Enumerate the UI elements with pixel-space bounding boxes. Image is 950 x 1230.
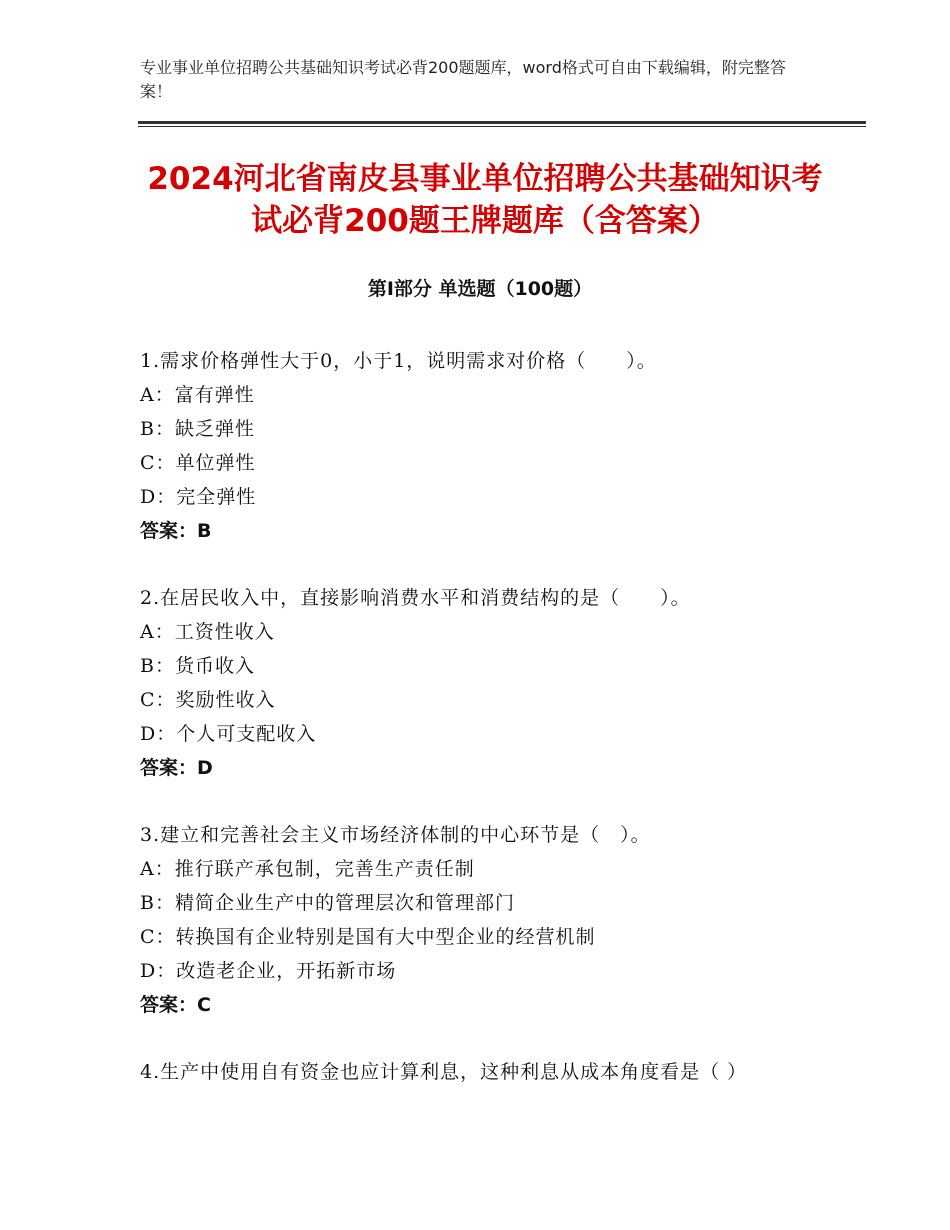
option-a: A：工资性收入 xyxy=(140,621,275,643)
section-title: 第Ⅰ部分 单选题（100题） xyxy=(367,278,593,300)
option-d: D：完全弹性 xyxy=(140,486,257,508)
option-c: C：单位弹性 xyxy=(140,452,256,474)
option-d: D：改造老企业，开拓新市场 xyxy=(140,960,397,982)
question-stem: 3.建立和完善社会主义市场经济体制的中心环节是（ ）。 xyxy=(140,824,651,846)
question-stem: 2.在居民收入中，直接影响消费水平和消费结构的是（ ）。 xyxy=(140,587,691,609)
answer: 答案：C xyxy=(140,994,211,1016)
option-c: C：转换国有企业特别是国有大中型企业的经营机制 xyxy=(140,926,596,948)
question-1 xyxy=(140,344,840,548)
document-title: 2024河北省南皮县事业单位招聘公共基础知识考试必背200题王牌题库（含答案） xyxy=(147,161,823,239)
option-c: C：奖励性收入 xyxy=(140,689,276,711)
question-list xyxy=(140,344,840,1122)
option-b: B：缺乏弹性 xyxy=(140,418,255,440)
option-a: A：推行联产承包制，完善生产责任制 xyxy=(140,858,475,880)
option-b: B：精简企业生产中的管理层次和管理部门 xyxy=(140,892,515,914)
header-divider-thin xyxy=(138,126,866,127)
header-note: 专业事业单位招聘公共基础知识考试必背200题题库，word格式可自由下载编辑，附完整答案！ xyxy=(140,58,786,101)
question-3 xyxy=(140,818,840,1022)
question-2 xyxy=(140,581,840,785)
question-stem: 1.需求价格弹性大于0，小于1，说明需求对价格（ ）。 xyxy=(140,350,657,372)
option-d: D：个人可支配收入 xyxy=(140,723,317,745)
question-4 xyxy=(140,1055,840,1089)
option-a: A：富有弹性 xyxy=(140,384,255,406)
question-stem: 4.生产中使用自有资金也应计算利息，这种利息从成本角度看是（ ） xyxy=(140,1061,748,1083)
option-b: B：货币收入 xyxy=(140,655,255,677)
header-divider-thick xyxy=(138,121,866,124)
answer: 答案：D xyxy=(140,757,213,779)
answer: 答案：B xyxy=(140,520,212,542)
